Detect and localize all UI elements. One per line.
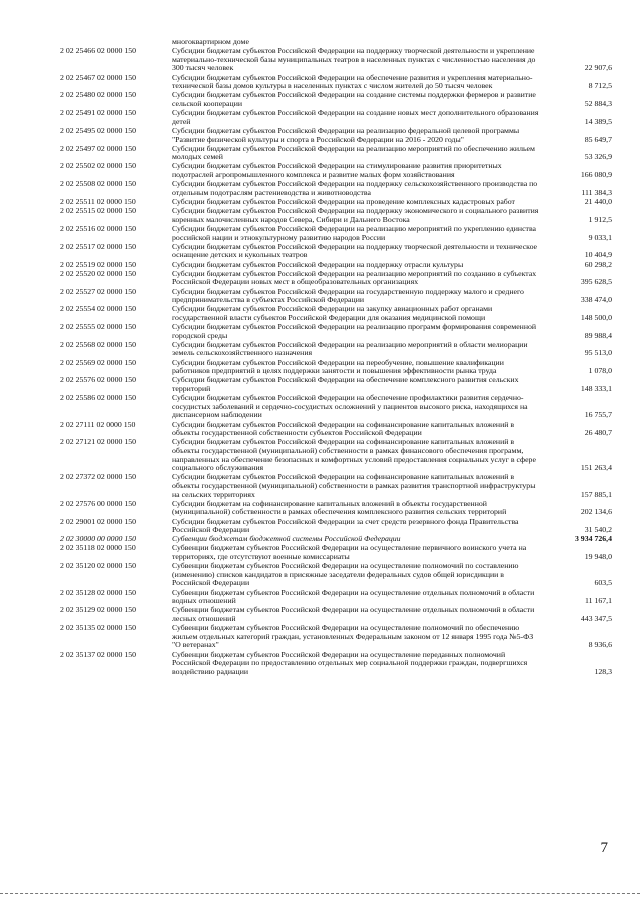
table-row	[60, 589, 612, 606]
row-description: Субвенции бюджетам субъектов Российской Федерации на осуществление полномочий по составлению (изменению) списков кандидатов в присяжные заседатели федеральных судов общей юрисдикции в Российской Федерации	[172, 561, 519, 588]
table-row	[60, 518, 612, 535]
row-description: Субсидии бюджетам субъектов Российской Федерации на поддержку отрасли культуры	[172, 259, 464, 269]
row-value: 89 988,4	[584, 330, 612, 340]
row-description: Субсидии бюджетам субъектов Российской Федерации на закупку авиационных работ органами государственной власти субъектов Российской Федерации для оказания медицинской помощи	[172, 304, 493, 322]
table-row	[60, 288, 612, 305]
table-row	[60, 47, 612, 73]
row-value: 3 934 726,4	[574, 534, 612, 544]
row-code: 2 02 35120 02 0000 150	[60, 561, 137, 571]
row-description: Субсидии бюджетам на софинансирование капитальных вложений в объекты государственной (муниципальной) собственности в рамках обеспечения комплексного развития сельских территорий	[172, 498, 507, 517]
row-value: 85 649,7	[584, 134, 612, 144]
row-code: 2 02 25466 02 0000 150	[60, 46, 137, 56]
row-description: Субсидии бюджетам субъектов Российской Федерации на реализацию мероприятий по созданию в субъектах Российской Федерации новых мест в общеобразовательных организациях	[172, 268, 537, 287]
row-code: 2 02 25555 02 0000 150	[60, 322, 137, 332]
table-row	[60, 341, 612, 358]
row-description: Субсидии бюджетам субъектов Российской Федерации на стимулирование развития приоритетных подотраслей агропромышленного комплекса и развитие малых форм хозяйствования	[172, 161, 502, 180]
row-code: 2 02 25520 02 0000 150	[60, 268, 137, 278]
row-code: 2 02 27576 00 0000 150	[60, 498, 137, 508]
row-value: 26 480,7	[584, 428, 612, 438]
table-row	[60, 270, 612, 287]
row-value: 22 907,6	[584, 63, 612, 73]
row-code: 2 02 35128 02 0000 150	[60, 587, 137, 597]
row-description: Субвенции бюджетам субъектов Российской Федерации на осуществление переданных полномочий Российской Федерации по предоставлению отдельных мер социальной поддержки граждан, подвергшихся воздействию радиации	[172, 649, 528, 676]
row-value: 95 513,0	[584, 348, 612, 358]
row-description: Субвенции бюджетам бюджетной системы Российской Федерации	[172, 534, 401, 544]
row-value: 111 384,3	[581, 187, 612, 197]
table-row	[60, 421, 612, 438]
row-code: 2 02 35118 02 0000 150	[60, 543, 136, 553]
row-code: 2 02 25576 02 0000 150	[60, 375, 137, 385]
row-description: Субсидии бюджетам субъектов Российской Федерации на поддержку экономического и социального развития коренных малочисленных народов Севера, Сибири и Дальнего Востока	[172, 206, 539, 224]
row-value: 148 333,1	[580, 384, 612, 394]
row-code: 2 02 25480 02 0000 150	[60, 90, 137, 100]
row-value: 338 474,0	[580, 295, 612, 305]
table-row	[60, 438, 612, 472]
row-value: 8 712,5	[588, 81, 612, 91]
row-value: 202 134,6	[580, 507, 612, 517]
row-description: Субсидии бюджетам субъектов Российской Федерации на софинансирование капитальных вложений в объекты государственной (муниципальной) собственности в рамках развития транспортной инфраструктуры на сельских территориях	[172, 472, 536, 499]
row-description: Субсидии бюджетам субъектов Российской Федерации на реализацию мероприятий в области мелиорации земель сельскохозяйственного назначения	[172, 339, 528, 358]
table-row	[60, 145, 612, 162]
row-code: 2 02 25502 02 0000 150	[60, 161, 137, 171]
row-description: Субсидии бюджетам субъектов Российской Федерации на реализацию мероприятий по укреплению единства российской нации и этнокультурному развитию народов России	[172, 224, 536, 242]
row-code: 2 02 30000 00 0000 150	[60, 534, 137, 544]
row-description: Субсидии бюджетам субъектов Российской Федерации на обеспечение профилактики развития сердечно-сосудистых заболеваний и сердечно-сосудистых осложнений у пациентов высокого риска, находящихся на диспансерном наблюдении	[172, 393, 528, 420]
table-row	[60, 225, 612, 242]
row-description: Субвенции бюджетам субъектов Российской Федерации на осуществление отдельных полномочий в области лесных отношений	[172, 605, 535, 623]
row-value: 60 298,2	[584, 259, 612, 269]
row-description: Субсидии бюджетам субъектов Российской Федерации за счет средств резервного фонда Правительства Российской Федерации	[172, 516, 519, 535]
row-description: Субсидии бюджетам субъектов Российской Федерации на реализацию программ формирования современной городской среды	[172, 322, 537, 340]
row-description: Субсидии бюджетам субъектов Российской Федерации на создание системы поддержки фермеров и развитие сельской кооперации	[172, 90, 536, 108]
table-row	[60, 359, 612, 376]
row-description: Субсидии бюджетам субъектов Российской Федерации на софинансирование капитальных вложений в объекты государственной (муниципальной) собственности в рамках финансового обеспечения программ, направленных на обеспечение безопасных и комфортных условий предоставления социальных услуг в сфере социального обслуживания	[172, 437, 536, 473]
row-value: 166 080,9	[580, 170, 612, 180]
row-code: 2 02 35137 02 0000 150	[60, 649, 137, 659]
table-row	[60, 624, 612, 650]
table-row	[60, 376, 612, 393]
table-row	[60, 261, 612, 270]
row-description: Субсидии бюджетам субъектов Российской Федерации на реализацию федеральной целевой программы "Развитие физической культуры и спорта в Российской Федерации на 2016 - 2020 годы"	[172, 125, 520, 144]
table-row	[60, 91, 612, 108]
row-code: 2 02 25511 02 0000 150	[60, 197, 136, 207]
row-description: Субсидии бюджетам субъектов Российской Федерации на проведение комплексных кадастровых работ	[172, 197, 515, 207]
row-code: 2 02 27372 02 0000 150	[60, 472, 137, 482]
row-value: 52 884,3	[584, 98, 612, 108]
row-value: 16 755,7	[584, 410, 612, 420]
table-row	[60, 162, 612, 179]
row-code: 2 02 25515 02 0000 150	[60, 206, 137, 216]
row-description: Субсидии бюджетам субъектов Российской Федерации на реализацию мероприятий по обеспечению жильем молодых семей	[172, 143, 535, 162]
row-description: Субсидии бюджетам субъектов Российской Федерации на софинансирование капитальных вложений в объекты государственной собственности субъектов Российской Федерации	[172, 419, 515, 438]
table-row	[60, 323, 612, 340]
row-code: 2 02 25517 02 0000 150	[60, 241, 137, 251]
row-code: 2 02 25554 02 0000 150	[60, 304, 137, 314]
row-description: Субсидии бюджетам субъектов Российской Федерации на поддержку сельскохозяйственного производства по отдельным подотраслям растениеводства и животноводства	[172, 179, 538, 197]
row-description: Субсидии бюджетам субъектов Российской Федерации на государственную поддержку малого и среднего предпринимательства в субъектах Российской Федерации	[172, 286, 524, 305]
row-value: 443 347,5	[580, 614, 612, 623]
row-value: 21 440,0	[584, 197, 612, 207]
row-value: 1 912,5	[588, 214, 612, 224]
row-value: 128,3	[594, 666, 612, 676]
page-edge-divider	[0, 893, 640, 894]
table-row	[60, 606, 612, 623]
table-row	[60, 394, 612, 420]
row-description: Субвенции бюджетам субъектов Российской Федерации на осуществление полномочий по обеспечению жильем отдельных категорий граждан, установленных Федеральным законом от 12 января 1995 года №5-ФЗ "О ветеранах"	[172, 623, 534, 650]
row-value: 148 500,0	[580, 312, 612, 322]
row-value: 53 326,9	[584, 152, 612, 162]
table-row	[60, 109, 612, 126]
row-code: 2 02 25527 02 0000 150	[60, 286, 137, 296]
row-code: 2 02 25519 02 0000 150	[60, 259, 137, 269]
table-row	[60, 127, 612, 144]
table-row	[60, 473, 612, 499]
row-code: 2 02 25495 02 0000 150	[60, 125, 137, 135]
table-row	[60, 207, 612, 224]
table-row	[60, 180, 612, 197]
row-value: 11 167,1	[585, 596, 612, 606]
row-value: 1 078,0	[588, 366, 612, 376]
budget-table	[60, 38, 612, 677]
row-code: 2 02 25586 02 0000 150	[60, 393, 137, 403]
row-description: Субсидии бюджетам субъектов Российской Федерации на обеспечение развития и укрепления материально-технической базы домов культуры в населенных пунктах с числом жителей до 50 тысяч человек	[172, 72, 533, 91]
row-value: 157 885,1	[580, 489, 612, 499]
table-row	[60, 243, 612, 260]
row-value: 603,5	[594, 578, 612, 588]
row-code: 2 02 29001 02 0000 150	[60, 516, 137, 526]
row-code: 2 02 25568 02 0000 150	[60, 339, 137, 349]
row-value: 395 628,5	[580, 277, 612, 287]
row-value: 151 263,4	[580, 463, 612, 473]
row-description: Субсидии бюджетам субъектов Российской Федерации на поддержку творческой деятельности и техническое оснащение детских и кукольных театров	[172, 241, 538, 260]
row-code: 2 02 25491 02 0000 150	[60, 108, 137, 118]
row-description: Субвенции бюджетам субъектов Российской Федерации на осуществление первичного воинского учета на территориях, где отсутствуют военные комиссариаты	[172, 543, 527, 562]
row-code: 2 02 27121 02 0000 150	[60, 437, 137, 447]
row-description: Субсидии бюджетам субъектов Российской Федерации на создание новых мест дополнительного образования детей	[172, 108, 539, 126]
page-number: 7	[600, 840, 608, 856]
row-value: 14 389,5	[584, 116, 612, 126]
table-row	[60, 74, 612, 91]
table-row	[60, 651, 612, 677]
row-code: 2 02 25569 02 0000 150	[60, 357, 137, 367]
row-description: Субсидии бюджетам субъектов Российской Федерации на поддержку творческой деятельности и укрепление материально-технической базы муниципальных театров в населенных пунктах с численностью населения до 300 тысяч человек	[172, 46, 536, 73]
table-row	[60, 562, 612, 588]
row-description: Субсидии бюджетам субъектов Российской Федерации на обеспечение комплексного развития сельских территорий	[172, 375, 519, 394]
row-code: 2 02 35129 02 0000 150	[60, 605, 137, 615]
table-row	[60, 544, 612, 561]
row-code: 2 02 27111 02 0000 150	[60, 419, 136, 429]
row-code: 2 02 25516 02 0000 150	[60, 224, 137, 233]
row-description: многоквартирном доме	[172, 37, 249, 46]
row-value: 9 033,1	[588, 232, 612, 242]
row-value: 8 936,6	[588, 640, 612, 650]
row-value: 10 404,9	[584, 250, 612, 260]
row-description: Субсидии бюджетам субъектов Российской Федерации на переобучение, повышение квалификации работников предприятий в целях поддержки занятости и повышения эффективности рынка труда	[172, 357, 504, 376]
table-row	[60, 500, 612, 517]
row-code: 2 02 25467 02 0000 150	[60, 72, 137, 82]
row-code: 2 02 25497 02 0000 150	[60, 143, 137, 153]
row-description: Субвенции бюджетам субъектов Российской Федерации на осуществление отдельных полномочий в области водных отношений	[172, 587, 535, 606]
row-value: 31 540,2	[584, 525, 612, 535]
row-value: 19 948,0	[584, 552, 612, 562]
table-row	[60, 305, 612, 322]
row-code: 2 02 35135 02 0000 150	[60, 623, 137, 633]
row-code: 2 02 25508 02 0000 150	[60, 179, 137, 189]
